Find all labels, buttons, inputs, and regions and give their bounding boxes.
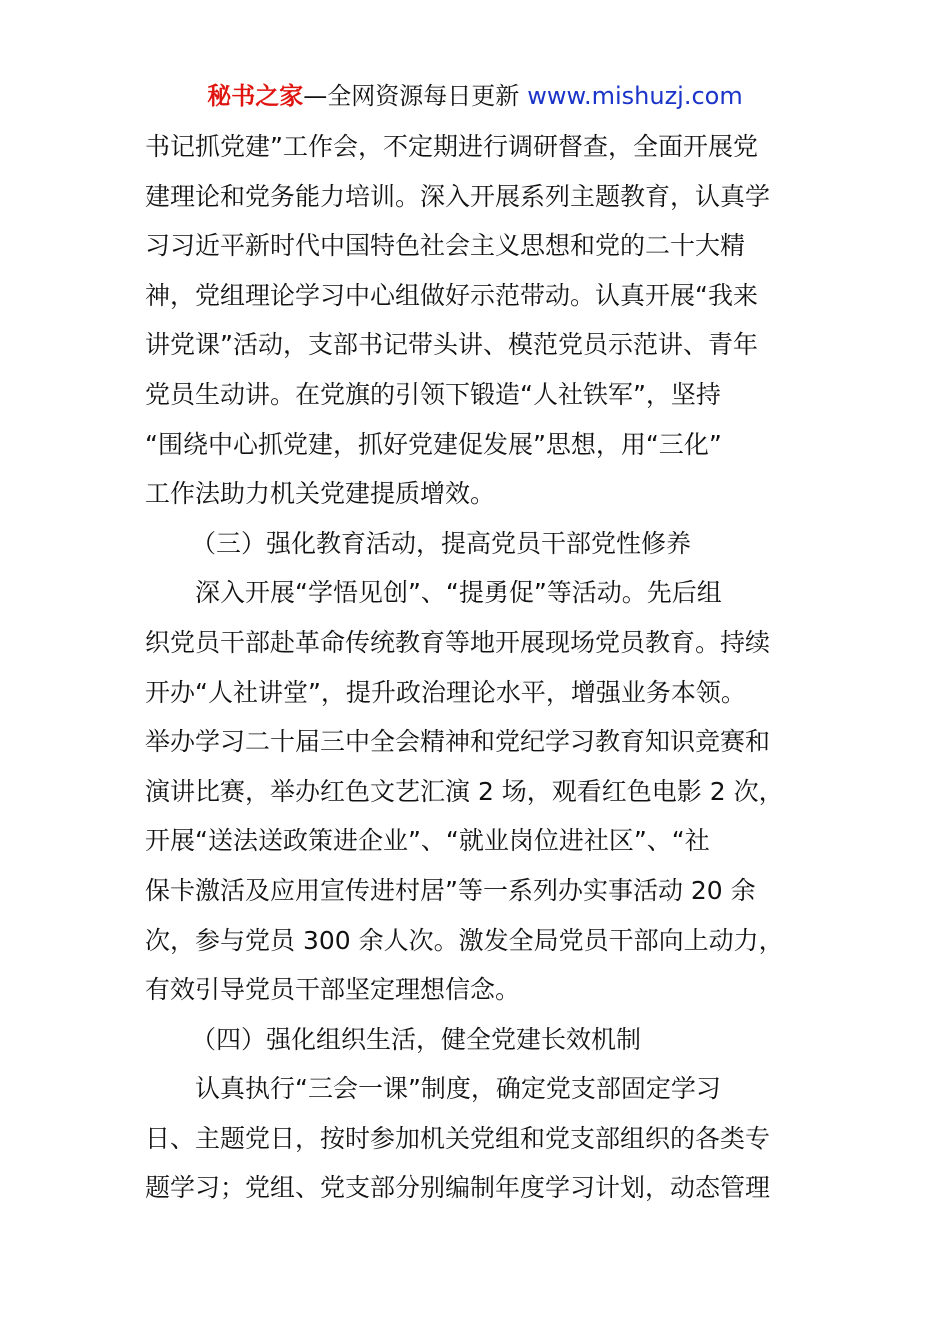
text-line: 日、主题党日，按时参加机关党组和党支部组织的各类专 [145,1123,771,1153]
text-line: 织党员干部赴革命传统教育等地开展现场党员教育。持续 [145,627,771,657]
text-line: 举办学习二十届三中全会精神和党纪学习教育知识竞赛和 [145,727,771,757]
text-line: 建理论和党务能力培训。深入开展系列主题教育，认真学 [145,181,771,211]
text-line: 工作法助力机关党建提质增效。 [145,479,496,509]
text-line: 讲党课”活动，支部书记带头讲、模范党员示范讲、青年 [145,330,758,360]
text-line: 开展“送法送政策进企业”、“就业岗位进社区”、“社 [145,826,710,856]
text-line: 习习近平新时代中国特色社会主义思想和党的二十大精 [145,231,746,261]
text-line: 党员生动讲。在党旗的引领下锻造“人社铁军”，坚持 [145,379,721,409]
header-url-link[interactable]: www.mishuzj.com [527,82,743,110]
header-brand: 秘书之家 [207,82,304,110]
text-line: 神，党组理论学习中心组做好示范带动。认真开展“我来 [145,280,758,310]
document-body [145,122,807,1213]
text-line: “围绕中心抓党建，抓好党建促发展”思想，用“三化” [145,429,722,459]
paragraph-start-line: 深入开展“学悟见创”、“提勇促”等活动。先后组 [195,578,722,608]
text-line: 保卡激活及应用宣传进村居”等一系列办实事活动 20 余 [145,875,756,905]
text-line: 题学习；党组、党支部分别编制年度学习计划，动态管理 [145,1173,771,1203]
paragraph-start-line: 认真执行“三会一课”制度，确定党支部固定学习 [195,1074,721,1104]
section-heading-4: （四）强化组织生活，健全党建长效机制 [191,1024,642,1054]
section-heading-3: （三）强化教育活动，提高党员干部党性修养 [191,528,692,558]
header-tagline: —全网资源每日更新 [303,82,520,110]
text-line: 开办“人社讲堂”，提升政治理论水平，增强业务本领。 [145,677,746,707]
text-line: 演讲比赛，举办红色文艺汇演 2 场，观看红色电影 2 次， [145,776,784,806]
text-line: 次，参与党员 300 余人次。激发全局党员干部向上动力， [145,925,784,955]
text-line: 书记抓党建”工作会，不定期进行调研督查，全面开展党 [145,132,758,161]
page-header [0,80,950,112]
text-line: 有效引导党员干部坚定理想信念。 [145,975,521,1005]
